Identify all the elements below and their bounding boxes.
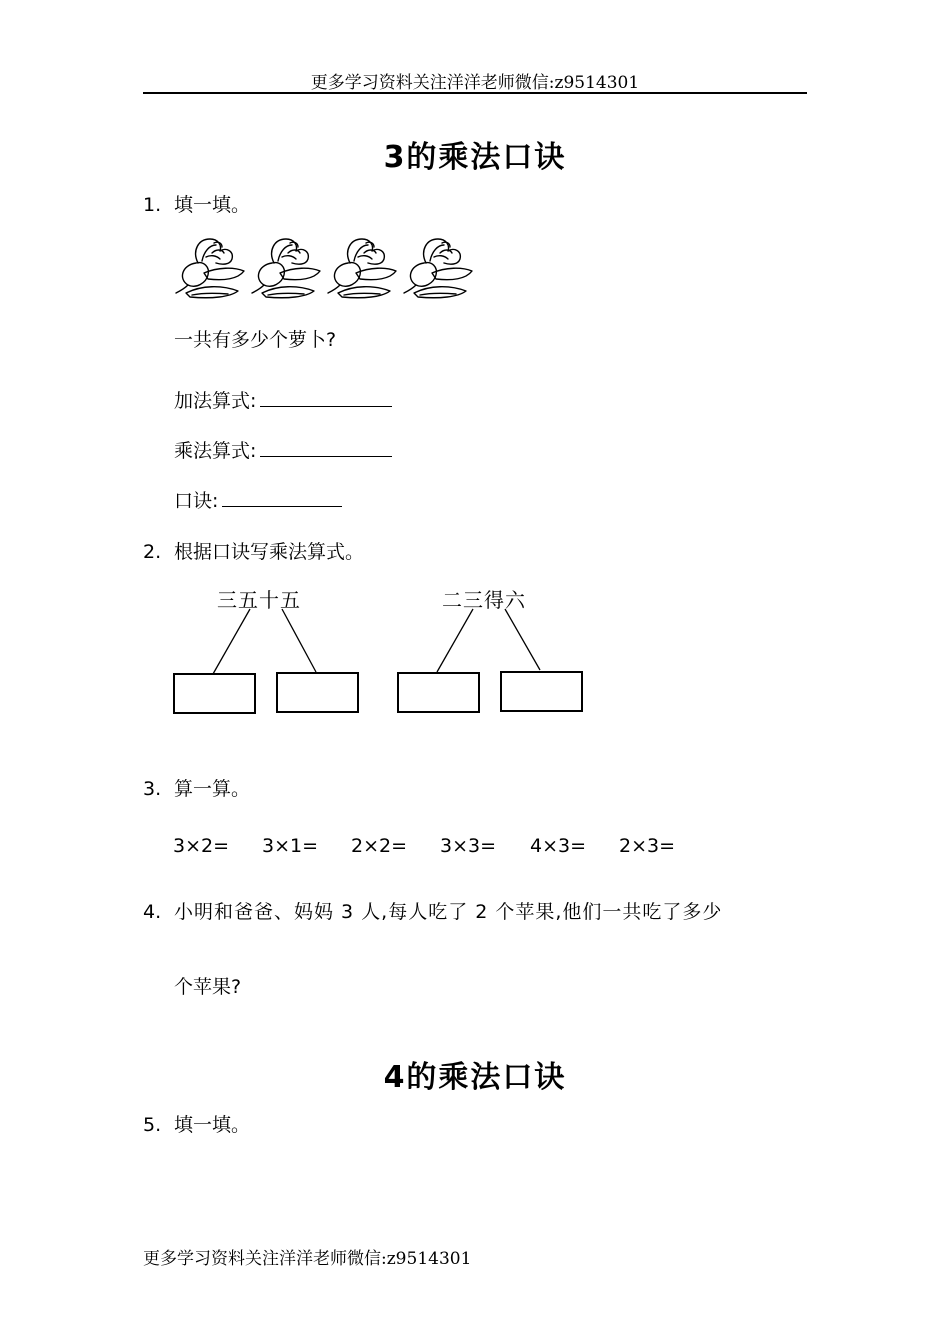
page-footer: 更多学习资料关注洋洋老师微信:z9514301 — [143, 1249, 472, 1269]
calc-item: 3×3= — [440, 835, 497, 857]
answer-box-4[interactable] — [500, 671, 583, 712]
question-1-number: 1. — [143, 194, 162, 216]
multiplication-label: 乘法算式: — [174, 440, 257, 462]
rhyme-two: 二三得六 — [442, 588, 526, 612]
addition-label: 加法算式: — [174, 390, 257, 412]
question-2-number: 2. — [143, 541, 162, 563]
answer-box-2[interactable] — [276, 672, 359, 713]
rhyme-label: 口诀: — [174, 490, 219, 512]
answer-box-1[interactable] — [173, 673, 256, 714]
rhyme-one: 三五十五 — [217, 588, 301, 612]
question-1-ask: 一共有多少个萝卜? — [174, 329, 337, 351]
answer-box-3[interactable] — [397, 672, 480, 713]
calc-item: 4×3= — [530, 835, 587, 857]
section-title-3: 3的乘法口诀 — [383, 140, 567, 175]
calc-item: 3×2= — [173, 835, 230, 857]
question-3-number: 3. — [143, 778, 162, 800]
question-5-number: 5. — [143, 1114, 162, 1136]
question-5 — [143, 1110, 250, 1137]
question-2-prompt: 根据口诀写乘法算式。 — [174, 541, 365, 563]
question-4-line2: 个苹果? — [174, 976, 242, 998]
calc-item: 3×1= — [262, 835, 319, 857]
question-1-prompt: 填一填。 — [174, 194, 251, 216]
question-5-prompt: 填一填。 — [174, 1114, 251, 1136]
calc-item: 2×3= — [619, 835, 676, 857]
question-4-number: 4. — [143, 901, 162, 923]
question-4 — [143, 897, 722, 924]
calc-item: 2×2= — [351, 835, 408, 857]
question-3 — [143, 774, 250, 801]
question-4-line1: 小明和爸爸、妈妈 3 人,每人吃了 2 个苹果,他们一共吃了多少 — [174, 901, 723, 923]
question-3-prompt: 算一算。 — [174, 778, 251, 800]
section-title-4: 4的乘法口诀 — [383, 1060, 567, 1095]
page-header: 更多学习资料关注洋洋老师微信:z9514301 — [310, 73, 640, 93]
